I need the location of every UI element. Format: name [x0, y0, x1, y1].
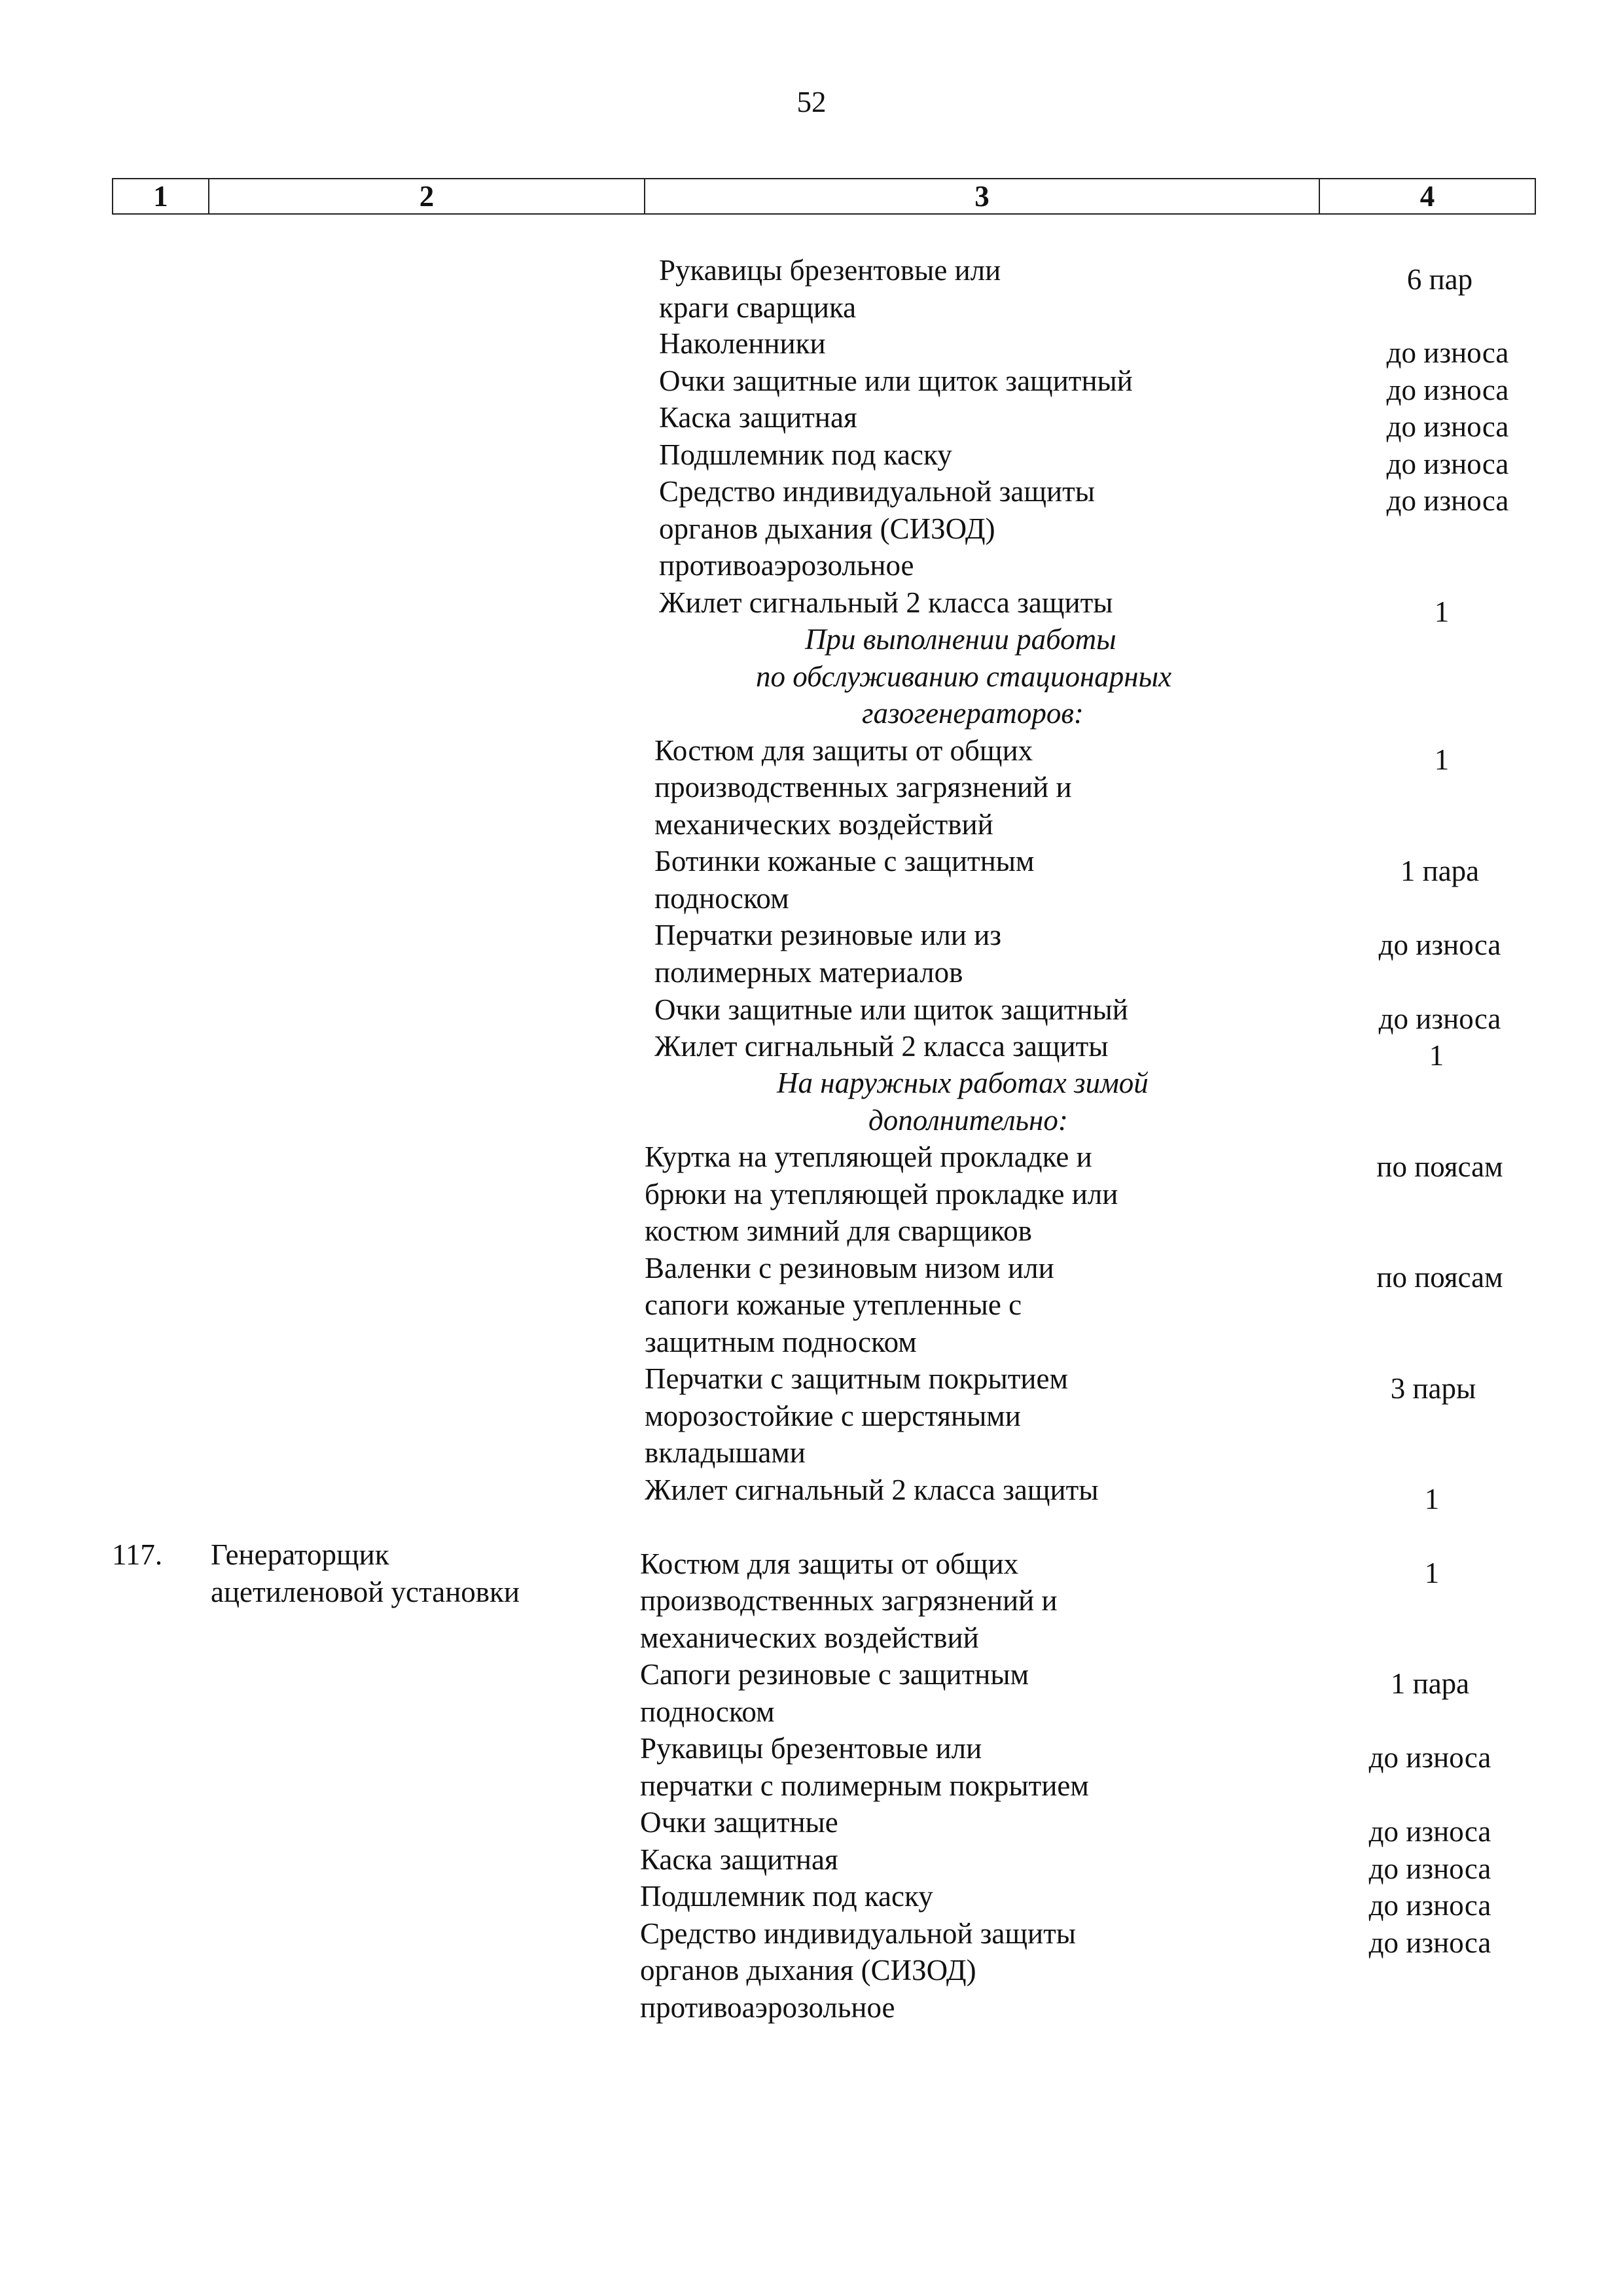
- section-heading-line: газогенераторов:: [862, 697, 1084, 730]
- item-norm: до износа: [1386, 484, 1509, 517]
- entry-number: 117.: [112, 1538, 163, 1571]
- item-text: противоаэрозольное: [659, 549, 914, 582]
- item-norm: 1: [1434, 595, 1450, 628]
- item-text: органов дыхания (СИЗОД): [659, 512, 995, 545]
- item-text: подноском: [640, 1695, 775, 1728]
- item-norm: до износа: [1368, 1852, 1491, 1885]
- item-text: органов дыхания (СИЗОД): [640, 1954, 976, 1987]
- item-norm: до износа: [1378, 928, 1501, 961]
- item-text: морозостойкие с шерстяными: [645, 1400, 1021, 1432]
- item-text: Подшлемник под каску: [640, 1880, 933, 1913]
- item-norm: 1: [1424, 1557, 1440, 1589]
- item-text: Костюм для защиты от общих: [640, 1547, 1019, 1580]
- item-norm: 1: [1434, 743, 1450, 776]
- item-text: Сапоги резиновые с защитным: [640, 1658, 1029, 1691]
- item-text: Очки защитные или щиток защитный: [659, 364, 1133, 397]
- item-text: Каска защитная: [659, 401, 857, 434]
- item-text: вкладышами: [645, 1436, 806, 1469]
- item-text: производственных загрязнений и: [654, 771, 1072, 804]
- item-text: Жилет сигнальный 2 класса защиты: [645, 1474, 1099, 1506]
- item-text: полимерных материалов: [654, 956, 963, 989]
- section-heading-line: дополнительно:: [868, 1104, 1068, 1137]
- item-text: Валенки с резиновым низом или: [645, 1252, 1054, 1284]
- item-text: сапоги кожаные утепленные с: [645, 1288, 1022, 1321]
- column-header-1: 1: [113, 179, 209, 214]
- item-norm: до износа: [1386, 374, 1509, 406]
- item-text: брюки на утепляющей прокладке или: [645, 1178, 1118, 1210]
- item-norm: 1: [1424, 1483, 1440, 1515]
- item-norm: до износа: [1368, 1926, 1491, 1959]
- item-norm: до износа: [1386, 448, 1509, 480]
- item-text: Перчатки с защитным покрытием: [645, 1362, 1068, 1395]
- item-norm: до износа: [1368, 1815, 1491, 1848]
- item-norm: до износа: [1368, 1889, 1491, 1922]
- item-text: Наколенники: [659, 327, 826, 360]
- item-text: Куртка на утепляющей прокладке и: [645, 1140, 1092, 1173]
- item-text: Жилет сигнальный 2 класса защиты: [654, 1030, 1109, 1063]
- item-text: Перчатки резиновые или из: [654, 919, 1002, 951]
- item-norm: до износа: [1386, 410, 1509, 443]
- item-text: Жилет сигнальный 2 класса защиты: [659, 586, 1113, 619]
- item-norm: до износа: [1386, 336, 1509, 369]
- item-text: Каска защитная: [640, 1843, 838, 1876]
- item-norm: 1: [1429, 1039, 1444, 1072]
- item-text: Средство индивидуальной защиты: [659, 475, 1096, 508]
- item-text: перчатки с полимерным покрытием: [640, 1769, 1089, 1802]
- column-header-4: 4: [1319, 179, 1535, 214]
- item-text: Рукавицы брезентовые или: [640, 1732, 982, 1765]
- item-text: подноском: [654, 882, 789, 915]
- item-text: краги сварщика: [659, 291, 857, 324]
- item-text: Очки защитные или щиток защитный: [654, 993, 1128, 1026]
- item-norm: 1 пара: [1400, 855, 1480, 887]
- item-norm: до износа: [1368, 1741, 1491, 1774]
- item-text: Подшлемник под каску: [659, 438, 952, 471]
- item-text: механических воздействий: [654, 808, 993, 841]
- item-text: Ботинки кожаные с защитным: [654, 845, 1035, 877]
- item-norm: по поясам: [1376, 1150, 1503, 1183]
- item-norm: 6 пар: [1406, 263, 1473, 296]
- item-norm: 3 пары: [1390, 1372, 1476, 1405]
- item-norm: по поясам: [1376, 1261, 1503, 1294]
- item-norm: 1 пара: [1390, 1667, 1470, 1700]
- item-text: Рукавицы брезентовые или: [659, 254, 1001, 287]
- item-text: механических воздействий: [640, 1621, 979, 1654]
- column-header-3: 3: [645, 179, 1319, 214]
- item-norm: до износа: [1378, 1002, 1501, 1035]
- page-number: 52: [796, 86, 827, 118]
- section-heading-line: На наружных работах зимой: [777, 1067, 1149, 1099]
- section-heading-line: по обслуживанию стационарных: [756, 660, 1172, 693]
- item-text: защитным подноском: [645, 1326, 917, 1358]
- item-text: производственных загрязнений и: [640, 1584, 1058, 1617]
- item-text: Очки защитные: [640, 1806, 838, 1839]
- item-text: Костюм для защиты от общих: [654, 734, 1033, 767]
- item-text: костюм зимний для сварщиков: [645, 1214, 1032, 1247]
- column-header-2: 2: [209, 179, 645, 214]
- profession-line: ацетиленовой установки: [211, 1576, 520, 1608]
- section-heading-line: При выполнении работы: [805, 623, 1116, 656]
- item-text: противоаэрозольное: [640, 1991, 895, 2024]
- column-header-table: [112, 178, 1536, 215]
- profession-line: Генераторщик: [211, 1538, 389, 1571]
- item-text: Средство индивидуальной защиты: [640, 1917, 1077, 1950]
